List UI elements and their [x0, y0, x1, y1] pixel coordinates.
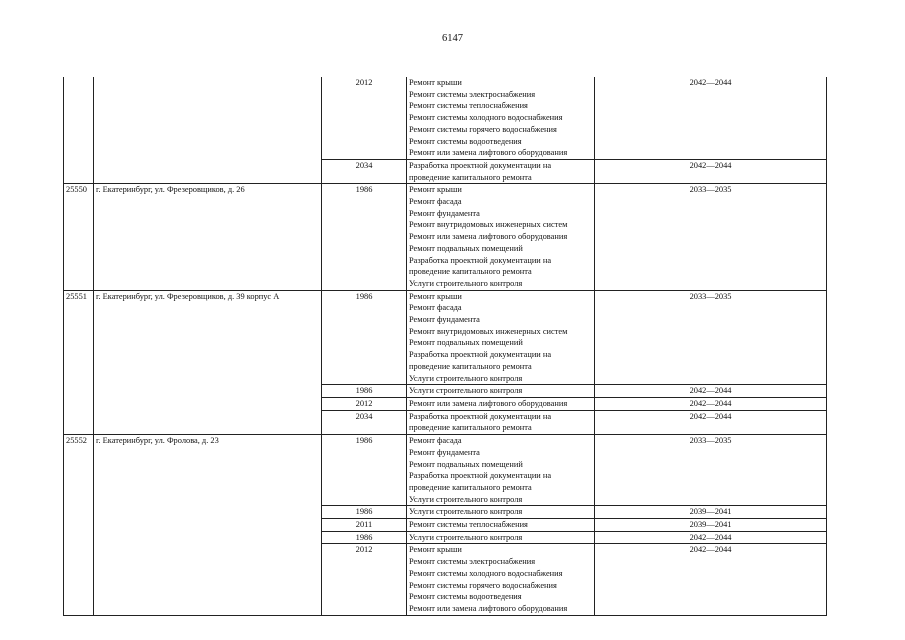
work-item: Разработка проектной документации на: [409, 160, 552, 170]
work-item: Ремонт системы холодного водоснабжения: [409, 113, 563, 123]
work-item: Услуги строительного контроля: [409, 386, 523, 396]
work-item: Ремонт подвальных помещений: [409, 459, 523, 469]
work-item: Разработка проектной документации на: [409, 471, 552, 481]
object-number: 25552: [64, 435, 94, 616]
table-body: [64, 77, 827, 615]
planned-period: 2033—2035: [595, 290, 827, 385]
work-list: [407, 544, 595, 615]
commissioning-year: 2011: [322, 519, 407, 532]
work-item: Услуги строительного контроля: [409, 532, 523, 542]
work-item: проведение капитального ремонта: [409, 423, 532, 433]
work-item: Ремонт системы холодного водоснабжения: [409, 568, 563, 578]
table-row: [64, 77, 827, 159]
object-number: 25550: [64, 184, 94, 290]
work-item: проведение капитального ремонта: [409, 482, 532, 492]
object-address: г. Екатеринбург, ул. Фрезеровщиков, д. 39 корпус А: [94, 290, 322, 434]
work-item: Ремонт или замена лифтового оборудования: [409, 603, 568, 613]
work-list: [407, 506, 595, 519]
work-item: проведение капитального ремонта: [409, 172, 532, 182]
work-item: Ремонт крыши: [409, 185, 462, 195]
work-item: Ремонт крыши: [409, 291, 462, 301]
commissioning-year: 1986: [322, 385, 407, 398]
commissioning-year: 2034: [322, 410, 407, 434]
commissioning-year: 1986: [322, 531, 407, 544]
object-address: г. Екатеринбург, ул. Фролова, д. 23: [94, 435, 322, 616]
commissioning-year: 2012: [322, 77, 407, 159]
commissioning-year: 2012: [322, 397, 407, 410]
commissioning-year: 1986: [322, 184, 407, 290]
work-item: Ремонт или замена лифтового оборудования: [409, 148, 568, 158]
work-item: Ремонт системы теплоснабжения: [409, 101, 528, 111]
work-item: проведение капитального ремонта: [409, 267, 532, 277]
work-item: Ремонт подвальных помещений: [409, 243, 523, 253]
work-item: Ремонт фундамента: [409, 315, 480, 325]
work-list: [407, 290, 595, 385]
work-item: Ремонт фасада: [409, 197, 462, 207]
work-item: Ремонт подвальных помещений: [409, 338, 523, 348]
commissioning-year: 2012: [322, 544, 407, 615]
work-list: [407, 435, 595, 506]
work-item: Ремонт системы электроснабжения: [409, 557, 536, 567]
work-item: Разработка проектной документации на: [409, 350, 552, 360]
planned-period: 2033—2035: [595, 435, 827, 506]
planned-period: 2033—2035: [595, 184, 827, 290]
commissioning-year: 2034: [322, 159, 407, 183]
planned-period: 2042—2044: [595, 77, 827, 159]
work-list: [407, 184, 595, 290]
work-item: Ремонт системы электроснабжения: [409, 89, 536, 99]
work-item: Ремонт или замена лифтового оборудования: [409, 398, 568, 408]
work-item: Ремонт крыши: [409, 545, 462, 555]
work-item: Ремонт внутридомовых инженерных систем: [409, 326, 568, 336]
work-item: Ремонт системы водоотведения: [409, 592, 522, 602]
table-row: [64, 290, 827, 385]
table-row: [64, 435, 827, 506]
planned-period: 2042—2044: [595, 385, 827, 398]
work-item: Услуги строительного контроля: [409, 494, 523, 504]
work-item: Ремонт фасада: [409, 303, 462, 313]
work-item: Ремонт фундамента: [409, 447, 480, 457]
commissioning-year: 1986: [322, 435, 407, 506]
work-item: Услуги строительного контроля: [409, 507, 523, 517]
object-address: [94, 77, 322, 184]
commissioning-year: 1986: [322, 506, 407, 519]
work-list: [407, 519, 595, 532]
work-list: [407, 77, 595, 159]
planned-period: 2042—2044: [595, 531, 827, 544]
work-item: Услуги строительного контроля: [409, 373, 523, 383]
work-item: Ремонт системы теплоснабжения: [409, 520, 528, 530]
planned-period: 2039—2041: [595, 506, 827, 519]
work-item: Ремонт фундамента: [409, 208, 480, 218]
object-number: 25551: [64, 290, 94, 434]
work-item: Ремонт или замена лифтового оборудования: [409, 232, 568, 242]
planned-period: 2042—2044: [595, 410, 827, 434]
work-list: [407, 410, 595, 434]
work-list: [407, 159, 595, 183]
work-item: Услуги строительного контроля: [409, 278, 523, 288]
capital-repair-table: [63, 77, 827, 616]
work-item: Разработка проектной документации на: [409, 255, 552, 265]
page-number: 6147: [442, 33, 463, 44]
work-item: Ремонт системы горячего водоснабжения: [409, 580, 557, 590]
work-item: Ремонт системы горячего водоснабжения: [409, 124, 557, 134]
work-item: Ремонт системы водоотведения: [409, 136, 522, 146]
table-row: [64, 184, 827, 290]
planned-period: 2042—2044: [595, 159, 827, 183]
commissioning-year: 1986: [322, 290, 407, 385]
planned-period: 2042—2044: [595, 544, 827, 615]
work-list: [407, 385, 595, 398]
planned-period: 2042—2044: [595, 397, 827, 410]
object-address: г. Екатеринбург, ул. Фрезеровщиков, д. 26: [94, 184, 322, 290]
work-list: [407, 397, 595, 410]
planned-period: 2039—2041: [595, 519, 827, 532]
work-item: проведение капитального ремонта: [409, 361, 532, 371]
object-number: [64, 77, 94, 184]
work-item: Ремонт фасада: [409, 436, 462, 446]
work-item: Ремонт внутридомовых инженерных систем: [409, 220, 568, 230]
work-item: Ремонт крыши: [409, 78, 462, 87]
work-list: [407, 531, 595, 544]
work-item: Разработка проектной документации на: [409, 411, 552, 421]
